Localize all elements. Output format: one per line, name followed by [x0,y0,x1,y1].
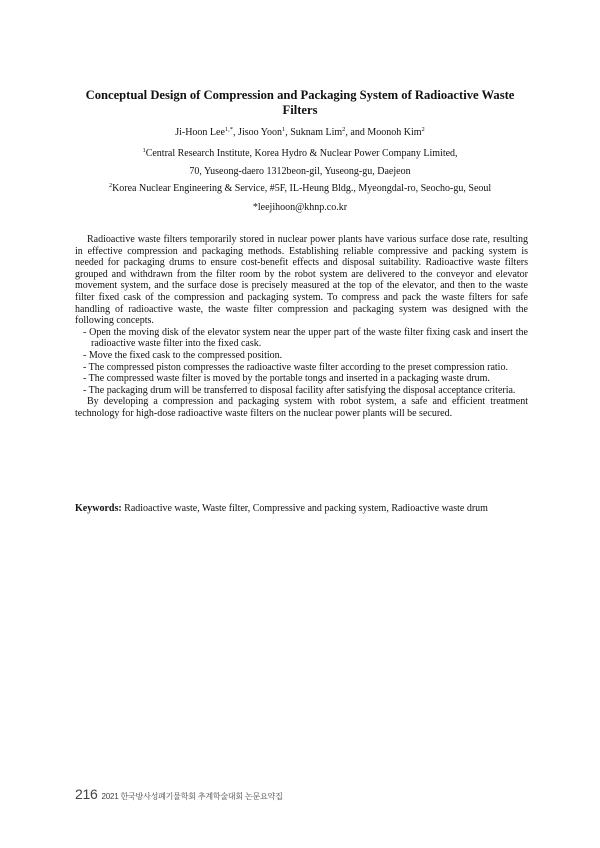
abstract-paragraph: By developing a compression and packaging system with robot system, a safe and efficient treatment technology for high-dose radioactive waste filters on the nuclear power plants will be secured. [75,396,528,419]
abstract [75,234,528,420]
corresponding-email: *leejihoon@khnp.co.kr [252,202,348,213]
author-affiliation-mark: 1,* [224,126,234,133]
abstract-paragraph: Radioactive waste filters temporarily stored in nuclear power plants have various surface dose rate, resulting in effective compression and packaging methods. Establishing reliable compressive and packing system is needed for packaging drums to ensure cost-benefit effects and disposal suitability. Radioactive waste filters grouped and withdrawn from the filter room by the robot system are delivered to the conveyor and elevator movement system, and the surface dose is precisely measured at the top of the elevator, and then to the waste filter fixed cask of the compression and packaging system. To compress and pack the waste filters for safe handling of radioactive waste, the waste filter compression and packaging system was designed with the following concepts. [75,234,528,327]
author-separator: , [233,127,239,138]
author-list [60,127,540,139]
author-name: Ji-Hoon Lee [175,127,225,138]
affiliation-1 [60,148,540,160]
page-number: 216 [75,786,98,802]
author-name: Suknam Lim [290,127,343,138]
affiliation-mark: 2 [108,182,113,189]
affiliation-mark: 1 [142,147,146,154]
affiliation-text: Korea Nuclear Engineering & Service, #5F, IL-Heung Bldg., Myeongdal-ro, Seocho-gu, Seoul [112,183,492,194]
list-item: - The compressed piston compresses the radioactive waste filter according to the preset compression ratio. [83,361,508,373]
concept-list [75,327,528,397]
conference-name: 2021 한국방사성폐기물학회 추계학술대회 논문요약집 [101,792,283,801]
keywords-label: Keywords: [75,503,122,514]
affiliation-1-address: 70, Yuseong-daero 1312beon-gil, Yuseong-gu, Daejeon [189,166,411,177]
keywords-text: Radioactive waste, Waste filter, Compressive and packing system, Radioactive waste drum [121,503,488,514]
page-footer [75,786,283,804]
author-affiliation-mark: 1 [281,126,286,133]
affiliation-text: Central Research Institute, Korea Hydro & Nuclear Power Company Limited, [145,148,458,159]
affiliation-2 [60,183,540,195]
list-item: - The packaging drum will be transferred to disposal facility after satisfying the disposal acceptance criteria. [83,384,516,396]
author-name: Moonoh Kim [367,127,422,138]
list-item: - Move the fixed cask to the compressed position. [83,349,283,361]
list-item: - The compressed waste filter is moved by the portable tongs and inserted in a packaging waste drum. [83,373,490,385]
keywords [75,503,535,515]
author-affiliation-mark: 2 [421,126,425,133]
author-name: Jisoo Yoon [238,127,282,138]
list-item: - Open the moving disk of the elevator system near the upper part of the waste filter fixing cask and insert the radioactive waste filter into the fixed cask. [83,326,528,350]
author-separator: , [285,127,291,138]
author-affiliation-mark: 2 [342,126,346,133]
author-separator: , and [345,127,368,138]
paper-title: Conceptual Design of Compression and Packaging System of Radioactive Waste Filters [85,88,515,117]
